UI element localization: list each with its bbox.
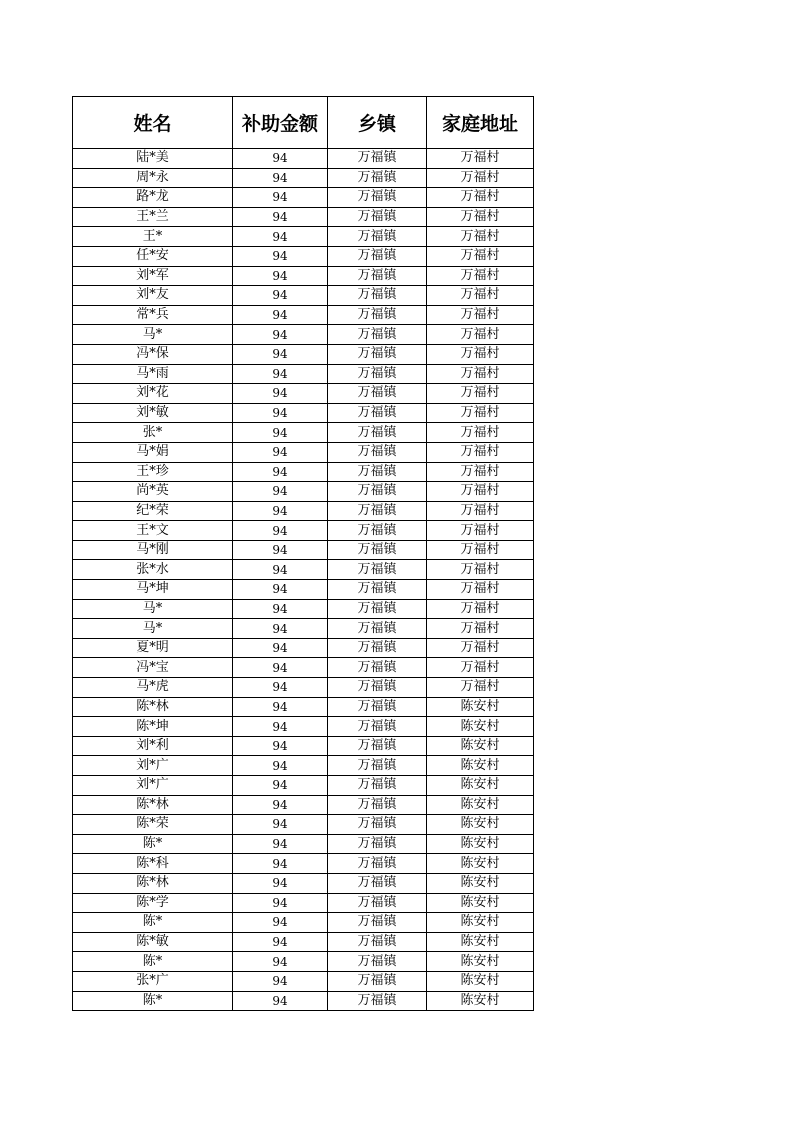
table-row xyxy=(73,815,534,835)
cell-address: 万福村 xyxy=(427,384,534,404)
cell-name: 陈*林 xyxy=(73,697,233,717)
table-row xyxy=(73,305,534,325)
cell-address: 万福村 xyxy=(427,501,534,521)
cell-name: 刘*广 xyxy=(73,756,233,776)
cell-town: 万福镇 xyxy=(328,638,427,658)
table-row xyxy=(73,246,534,266)
cell-town: 万福镇 xyxy=(328,266,427,286)
cell-amount: 94 xyxy=(233,149,328,169)
table-row xyxy=(73,697,534,717)
table-row xyxy=(73,462,534,482)
cell-address: 万福村 xyxy=(427,168,534,188)
cell-name: 刘*敏 xyxy=(73,403,233,423)
cell-name: 冯*保 xyxy=(73,344,233,364)
table-row xyxy=(73,403,534,423)
cell-amount: 94 xyxy=(233,815,328,835)
table-row xyxy=(73,344,534,364)
cell-amount: 94 xyxy=(233,246,328,266)
cell-amount: 94 xyxy=(233,521,328,541)
cell-name: 陈* xyxy=(73,952,233,972)
cell-address: 万福村 xyxy=(427,325,534,345)
cell-address: 万福村 xyxy=(427,188,534,208)
cell-town: 万福镇 xyxy=(328,854,427,874)
table-row xyxy=(73,991,534,1011)
cell-town: 万福镇 xyxy=(328,952,427,972)
cell-town: 万福镇 xyxy=(328,932,427,952)
cell-name: 陈*林 xyxy=(73,795,233,815)
cell-amount: 94 xyxy=(233,952,328,972)
cell-address: 万福村 xyxy=(427,658,534,678)
table-row xyxy=(73,207,534,227)
cell-address: 陈安村 xyxy=(427,991,534,1011)
cell-town: 万福镇 xyxy=(328,717,427,737)
cell-amount: 94 xyxy=(233,560,328,580)
table-row xyxy=(73,971,534,991)
cell-amount: 94 xyxy=(233,423,328,443)
cell-amount: 94 xyxy=(233,344,328,364)
cell-address: 万福村 xyxy=(427,364,534,384)
cell-address: 万福村 xyxy=(427,599,534,619)
cell-name: 路*龙 xyxy=(73,188,233,208)
cell-town: 万福镇 xyxy=(328,540,427,560)
cell-address: 万福村 xyxy=(427,560,534,580)
cell-amount: 94 xyxy=(233,501,328,521)
cell-address: 万福村 xyxy=(427,521,534,541)
table-row xyxy=(73,717,534,737)
cell-town: 万福镇 xyxy=(328,815,427,835)
cell-address: 陈安村 xyxy=(427,697,534,717)
cell-address: 万福村 xyxy=(427,540,534,560)
cell-name: 马*娟 xyxy=(73,442,233,462)
cell-name: 马* xyxy=(73,325,233,345)
cell-town: 万福镇 xyxy=(328,736,427,756)
cell-amount: 94 xyxy=(233,364,328,384)
cell-address: 陈安村 xyxy=(427,756,534,776)
cell-town: 万福镇 xyxy=(328,442,427,462)
cell-town: 万福镇 xyxy=(328,619,427,639)
cell-name: 马*坤 xyxy=(73,580,233,600)
table-row xyxy=(73,364,534,384)
cell-amount: 94 xyxy=(233,227,328,247)
cell-amount: 94 xyxy=(233,932,328,952)
table-row xyxy=(73,168,534,188)
table-row xyxy=(73,658,534,678)
cell-town: 万福镇 xyxy=(328,521,427,541)
table-row xyxy=(73,540,534,560)
cell-name: 马* xyxy=(73,599,233,619)
table-row xyxy=(73,501,534,521)
cell-amount: 94 xyxy=(233,619,328,639)
cell-town: 万福镇 xyxy=(328,168,427,188)
cell-name: 马*虎 xyxy=(73,678,233,698)
cell-address: 陈安村 xyxy=(427,834,534,854)
cell-address: 万福村 xyxy=(427,442,534,462)
cell-amount: 94 xyxy=(233,403,328,423)
table-row xyxy=(73,149,534,169)
cell-town: 万福镇 xyxy=(328,678,427,698)
cell-amount: 94 xyxy=(233,795,328,815)
cell-town: 万福镇 xyxy=(328,776,427,796)
cell-address: 万福村 xyxy=(427,246,534,266)
table-row xyxy=(73,286,534,306)
cell-name: 刘*军 xyxy=(73,266,233,286)
table-row xyxy=(73,795,534,815)
cell-town: 万福镇 xyxy=(328,834,427,854)
cell-address: 陈安村 xyxy=(427,971,534,991)
cell-address: 万福村 xyxy=(427,462,534,482)
cell-town: 万福镇 xyxy=(328,423,427,443)
table-row xyxy=(73,854,534,874)
cell-address: 陈安村 xyxy=(427,717,534,737)
cell-address: 陈安村 xyxy=(427,815,534,835)
cell-address: 万福村 xyxy=(427,638,534,658)
cell-amount: 94 xyxy=(233,893,328,913)
cell-name: 陈*学 xyxy=(73,893,233,913)
cell-name: 马*雨 xyxy=(73,364,233,384)
cell-address: 万福村 xyxy=(427,344,534,364)
cell-address: 陈安村 xyxy=(427,873,534,893)
cell-town: 万福镇 xyxy=(328,913,427,933)
table-row xyxy=(73,736,534,756)
cell-name: 陈*林 xyxy=(73,873,233,893)
cell-address: 万福村 xyxy=(427,266,534,286)
cell-amount: 94 xyxy=(233,482,328,502)
cell-town: 万福镇 xyxy=(328,364,427,384)
cell-name: 王* xyxy=(73,227,233,247)
cell-name: 陈*荣 xyxy=(73,815,233,835)
cell-name: 周*永 xyxy=(73,168,233,188)
table-row xyxy=(73,325,534,345)
cell-name: 常*兵 xyxy=(73,305,233,325)
cell-town: 万福镇 xyxy=(328,325,427,345)
cell-address: 万福村 xyxy=(427,482,534,502)
cell-address: 万福村 xyxy=(427,207,534,227)
table-row xyxy=(73,952,534,972)
cell-town: 万福镇 xyxy=(328,403,427,423)
cell-amount: 94 xyxy=(233,188,328,208)
table-row xyxy=(73,188,534,208)
table-row xyxy=(73,580,534,600)
cell-town: 万福镇 xyxy=(328,580,427,600)
cell-address: 万福村 xyxy=(427,286,534,306)
cell-address: 陈安村 xyxy=(427,854,534,874)
header-town: 乡镇 xyxy=(328,97,427,149)
cell-town: 万福镇 xyxy=(328,188,427,208)
cell-town: 万福镇 xyxy=(328,305,427,325)
cell-amount: 94 xyxy=(233,207,328,227)
cell-amount: 94 xyxy=(233,736,328,756)
cell-name: 刘*花 xyxy=(73,384,233,404)
table-row xyxy=(73,913,534,933)
cell-address: 陈安村 xyxy=(427,736,534,756)
cell-address: 陈安村 xyxy=(427,932,534,952)
cell-town: 万福镇 xyxy=(328,697,427,717)
cell-town: 万福镇 xyxy=(328,482,427,502)
table-row xyxy=(73,873,534,893)
cell-amount: 94 xyxy=(233,873,328,893)
cell-town: 万福镇 xyxy=(328,873,427,893)
cell-amount: 94 xyxy=(233,168,328,188)
cell-address: 陈安村 xyxy=(427,952,534,972)
cell-name: 张* xyxy=(73,423,233,443)
table-body xyxy=(73,149,534,1011)
table-row xyxy=(73,638,534,658)
cell-amount: 94 xyxy=(233,599,328,619)
cell-town: 万福镇 xyxy=(328,971,427,991)
cell-address: 陈安村 xyxy=(427,795,534,815)
cell-name: 陈*坤 xyxy=(73,717,233,737)
table-row xyxy=(73,227,534,247)
cell-town: 万福镇 xyxy=(328,991,427,1011)
cell-amount: 94 xyxy=(233,580,328,600)
cell-town: 万福镇 xyxy=(328,344,427,364)
cell-name: 夏*明 xyxy=(73,638,233,658)
header-amount: 补助金额 xyxy=(233,97,328,149)
table-row xyxy=(73,442,534,462)
cell-amount: 94 xyxy=(233,286,328,306)
table-row xyxy=(73,560,534,580)
table-row xyxy=(73,266,534,286)
cell-address: 陈安村 xyxy=(427,913,534,933)
cell-address: 万福村 xyxy=(427,423,534,443)
cell-name: 刘*友 xyxy=(73,286,233,306)
cell-amount: 94 xyxy=(233,991,328,1011)
header-address: 家庭地址 xyxy=(427,97,534,149)
cell-name: 纪*荣 xyxy=(73,501,233,521)
cell-amount: 94 xyxy=(233,305,328,325)
cell-town: 万福镇 xyxy=(328,384,427,404)
cell-amount: 94 xyxy=(233,678,328,698)
cell-amount: 94 xyxy=(233,971,328,991)
cell-name: 王*兰 xyxy=(73,207,233,227)
table-row xyxy=(73,893,534,913)
table-row xyxy=(73,756,534,776)
table-row xyxy=(73,619,534,639)
cell-town: 万福镇 xyxy=(328,795,427,815)
cell-name: 陈* xyxy=(73,913,233,933)
cell-amount: 94 xyxy=(233,325,328,345)
cell-town: 万福镇 xyxy=(328,462,427,482)
cell-town: 万福镇 xyxy=(328,207,427,227)
cell-name: 张*水 xyxy=(73,560,233,580)
cell-name: 马* xyxy=(73,619,233,639)
cell-town: 万福镇 xyxy=(328,149,427,169)
cell-name: 张*广 xyxy=(73,971,233,991)
cell-name: 陆*美 xyxy=(73,149,233,169)
cell-amount: 94 xyxy=(233,266,328,286)
cell-town: 万福镇 xyxy=(328,560,427,580)
cell-amount: 94 xyxy=(233,638,328,658)
subsidy-table xyxy=(72,96,534,1011)
cell-name: 任*安 xyxy=(73,246,233,266)
cell-amount: 94 xyxy=(233,697,328,717)
cell-address: 万福村 xyxy=(427,305,534,325)
header-row xyxy=(73,97,534,149)
table-row xyxy=(73,776,534,796)
cell-name: 冯*宝 xyxy=(73,658,233,678)
cell-town: 万福镇 xyxy=(328,227,427,247)
cell-name: 陈* xyxy=(73,834,233,854)
cell-town: 万福镇 xyxy=(328,599,427,619)
cell-amount: 94 xyxy=(233,913,328,933)
table-row xyxy=(73,834,534,854)
cell-name: 尚*英 xyxy=(73,482,233,502)
table-row xyxy=(73,932,534,952)
table-row xyxy=(73,521,534,541)
cell-amount: 94 xyxy=(233,717,328,737)
table-row xyxy=(73,599,534,619)
table-row xyxy=(73,423,534,443)
cell-name: 刘*利 xyxy=(73,736,233,756)
cell-name: 刘*广 xyxy=(73,776,233,796)
cell-amount: 94 xyxy=(233,776,328,796)
cell-town: 万福镇 xyxy=(328,658,427,678)
cell-address: 万福村 xyxy=(427,580,534,600)
cell-amount: 94 xyxy=(233,658,328,678)
cell-address: 万福村 xyxy=(427,149,534,169)
cell-name: 陈*科 xyxy=(73,854,233,874)
cell-name: 王*珍 xyxy=(73,462,233,482)
cell-amount: 94 xyxy=(233,540,328,560)
cell-amount: 94 xyxy=(233,756,328,776)
cell-address: 万福村 xyxy=(427,678,534,698)
cell-amount: 94 xyxy=(233,834,328,854)
table-row xyxy=(73,482,534,502)
cell-name: 王*文 xyxy=(73,521,233,541)
cell-town: 万福镇 xyxy=(328,893,427,913)
cell-town: 万福镇 xyxy=(328,246,427,266)
cell-town: 万福镇 xyxy=(328,756,427,776)
cell-amount: 94 xyxy=(233,854,328,874)
cell-name: 陈*敏 xyxy=(73,932,233,952)
cell-address: 陈安村 xyxy=(427,893,534,913)
cell-amount: 94 xyxy=(233,462,328,482)
cell-amount: 94 xyxy=(233,442,328,462)
cell-address: 万福村 xyxy=(427,403,534,423)
table-row xyxy=(73,678,534,698)
cell-town: 万福镇 xyxy=(328,286,427,306)
cell-address: 陈安村 xyxy=(427,776,534,796)
cell-name: 马*刚 xyxy=(73,540,233,560)
cell-address: 万福村 xyxy=(427,619,534,639)
header-name: 姓名 xyxy=(73,97,233,149)
cell-name: 陈* xyxy=(73,991,233,1011)
table-row xyxy=(73,384,534,404)
cell-town: 万福镇 xyxy=(328,501,427,521)
cell-address: 万福村 xyxy=(427,227,534,247)
cell-amount: 94 xyxy=(233,384,328,404)
